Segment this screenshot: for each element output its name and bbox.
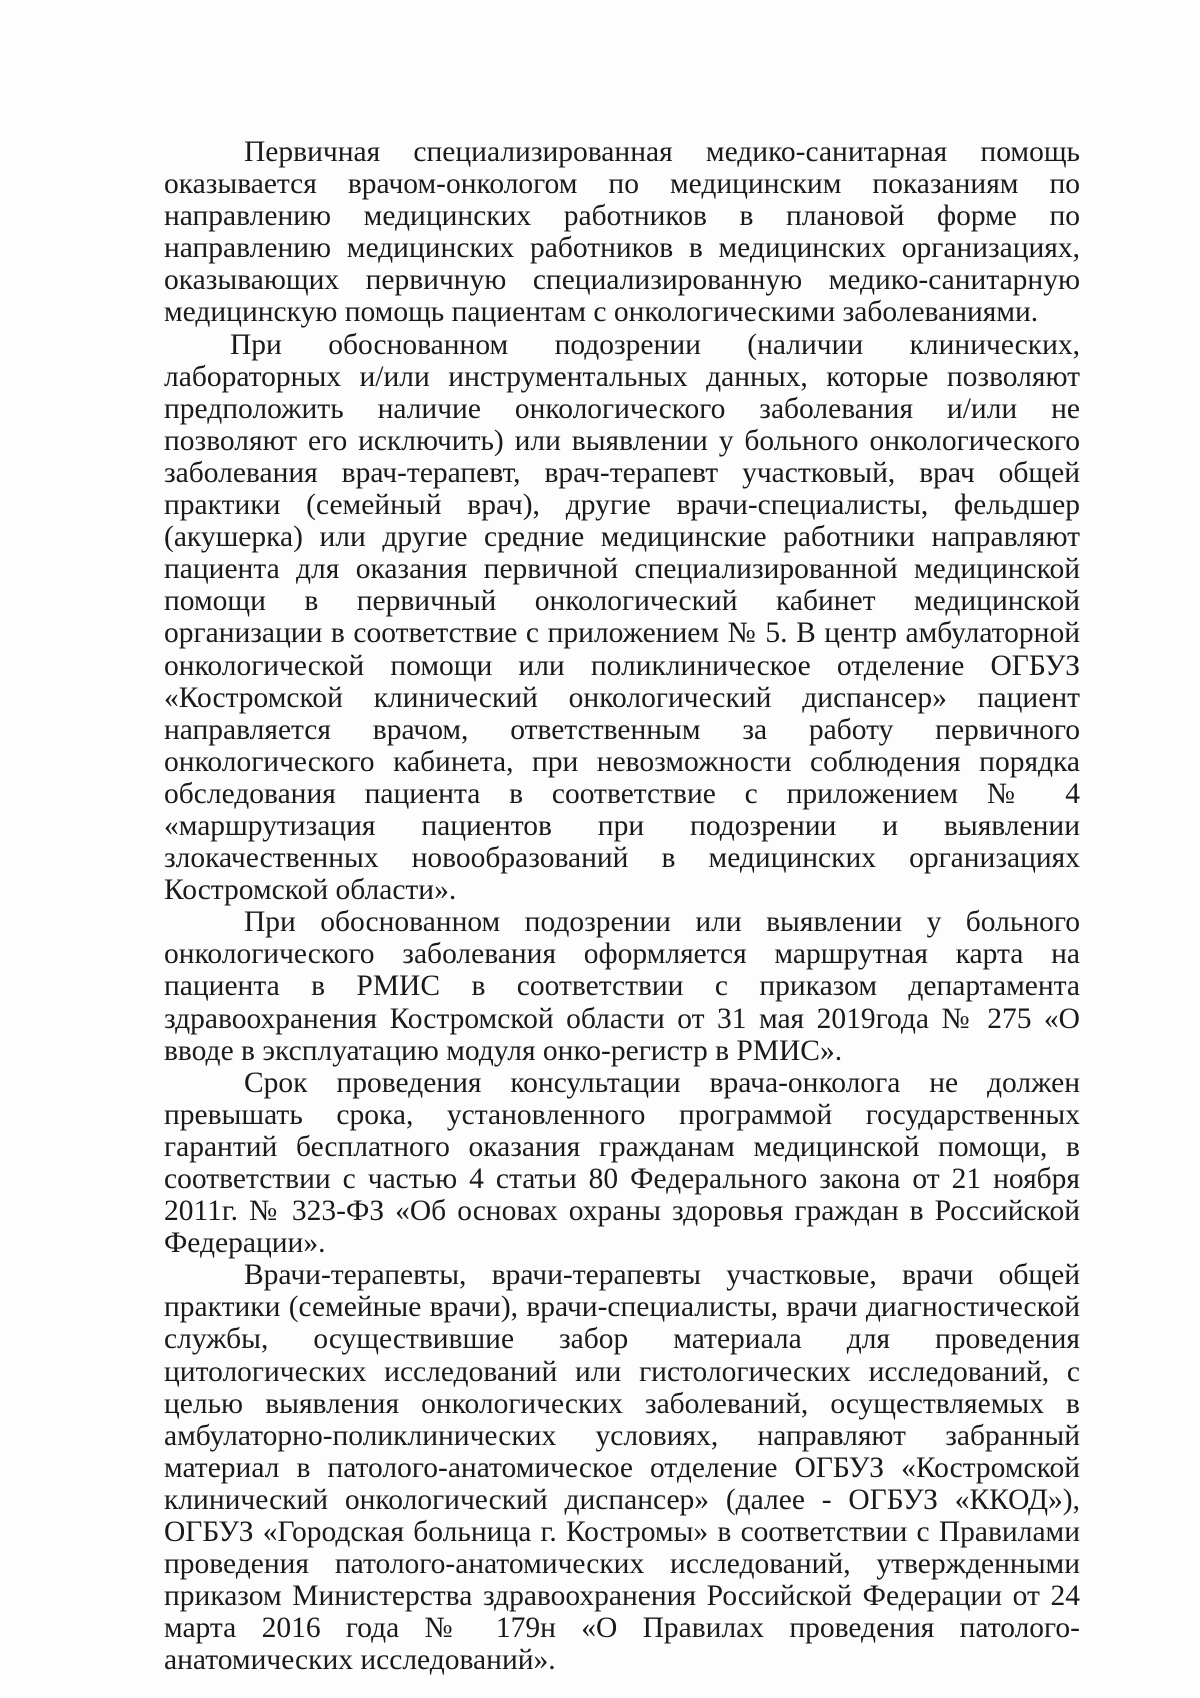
paragraph-referral: При обоснованном подозрении (наличии клинических, лабораторных и/или инструментальных данных, которые позволяют предположить наличие онкологического заболевания и/или не позволяют его исключить) или выявлении у больного онкологического заболевания врач-терапевт, врач-терапевт участковый, врач общей практики (семейный врач), другие врачи-специалисты, фельдшер (акушерка) или другие средние медицинские работники направляют пациента для оказания первичной специализированной медицинской помощи в первичный онкологический кабинет медицинской организации в соответствие с приложением № 5. В центр амбулаторной онкологической помощи или поликлиническое отделение ОГБУЗ «Костромской клинический онкологический диспансер» пациент направляется врачом, ответственным за работу первичного онкологического кабинета, при невозможности соблюдения порядка обследования пациента в соответствие с приложением № 4 «маршрутизация пациентов при подозрении и выявлении злокачественных новообразований в медицинских организациях Костромской области». <box>164 328 1080 907</box>
document-body <box>164 136 1080 1677</box>
paragraph-primary-care: Первичная специализированная медико-санитарная помощь оказывается врачом-онкологом по медицинским показаниям по направлению медицинских работников в плановой форме по направлению медицинских работников в медицинских организациях, оказывающих первичную специализированную медико-санитарную медицинскую помощь пациентам с онкологическими заболеваниями. <box>164 136 1080 329</box>
paragraph-route-card: При обоснованном подозрении или выявлении у больного онкологического заболевания оформляется маршрутная карта на пациента в РМИС в соответствии с приказом департамента здравоохранения Костромской области от 31 мая 2019года № 275 «О вводе в эксплуатацию модуля онко-регистр в РМИС». <box>164 906 1080 1067</box>
paragraph-material-sampling: Врачи-терапевты, врачи-терапевты участковые, врачи общей практики (семейные врачи), врачи-специалисты, врачи диагностической службы, осуществившие забор материала для проведения цитологических исследований или гистологических исследований, с целью выявления онкологических заболеваний, осуществляемых в амбулаторно-поликлинических условиях, направляют забранный материал в патолого-анатомическое отделение ОГБУЗ «Костромской клинический онкологический диспансер» (далее - ОГБУЗ «ККОД»), ОГБУЗ «Городская больница г. Костромы» в соответствии с Правилами проведения патолого-анатомических исследований, утвержденными приказом Министерства здравоохранения Российской Федерации от 24 марта 2016 года № 179н «О Правилах проведения патолого-анатомических исследований». <box>164 1259 1080 1677</box>
paragraph-consultation-term: Срок проведения консультации врача-онколога не должен превышать срока, установленного программой государственных гарантий бесплатного оказания гражданам медицинской помощи, в соответствии с частью 4 статьи 80 Федерального закона от 21 ноября 2011г. № 323-ФЗ «Об основах охраны здоровья граждан в Российской Федерации». <box>164 1066 1080 1260</box>
